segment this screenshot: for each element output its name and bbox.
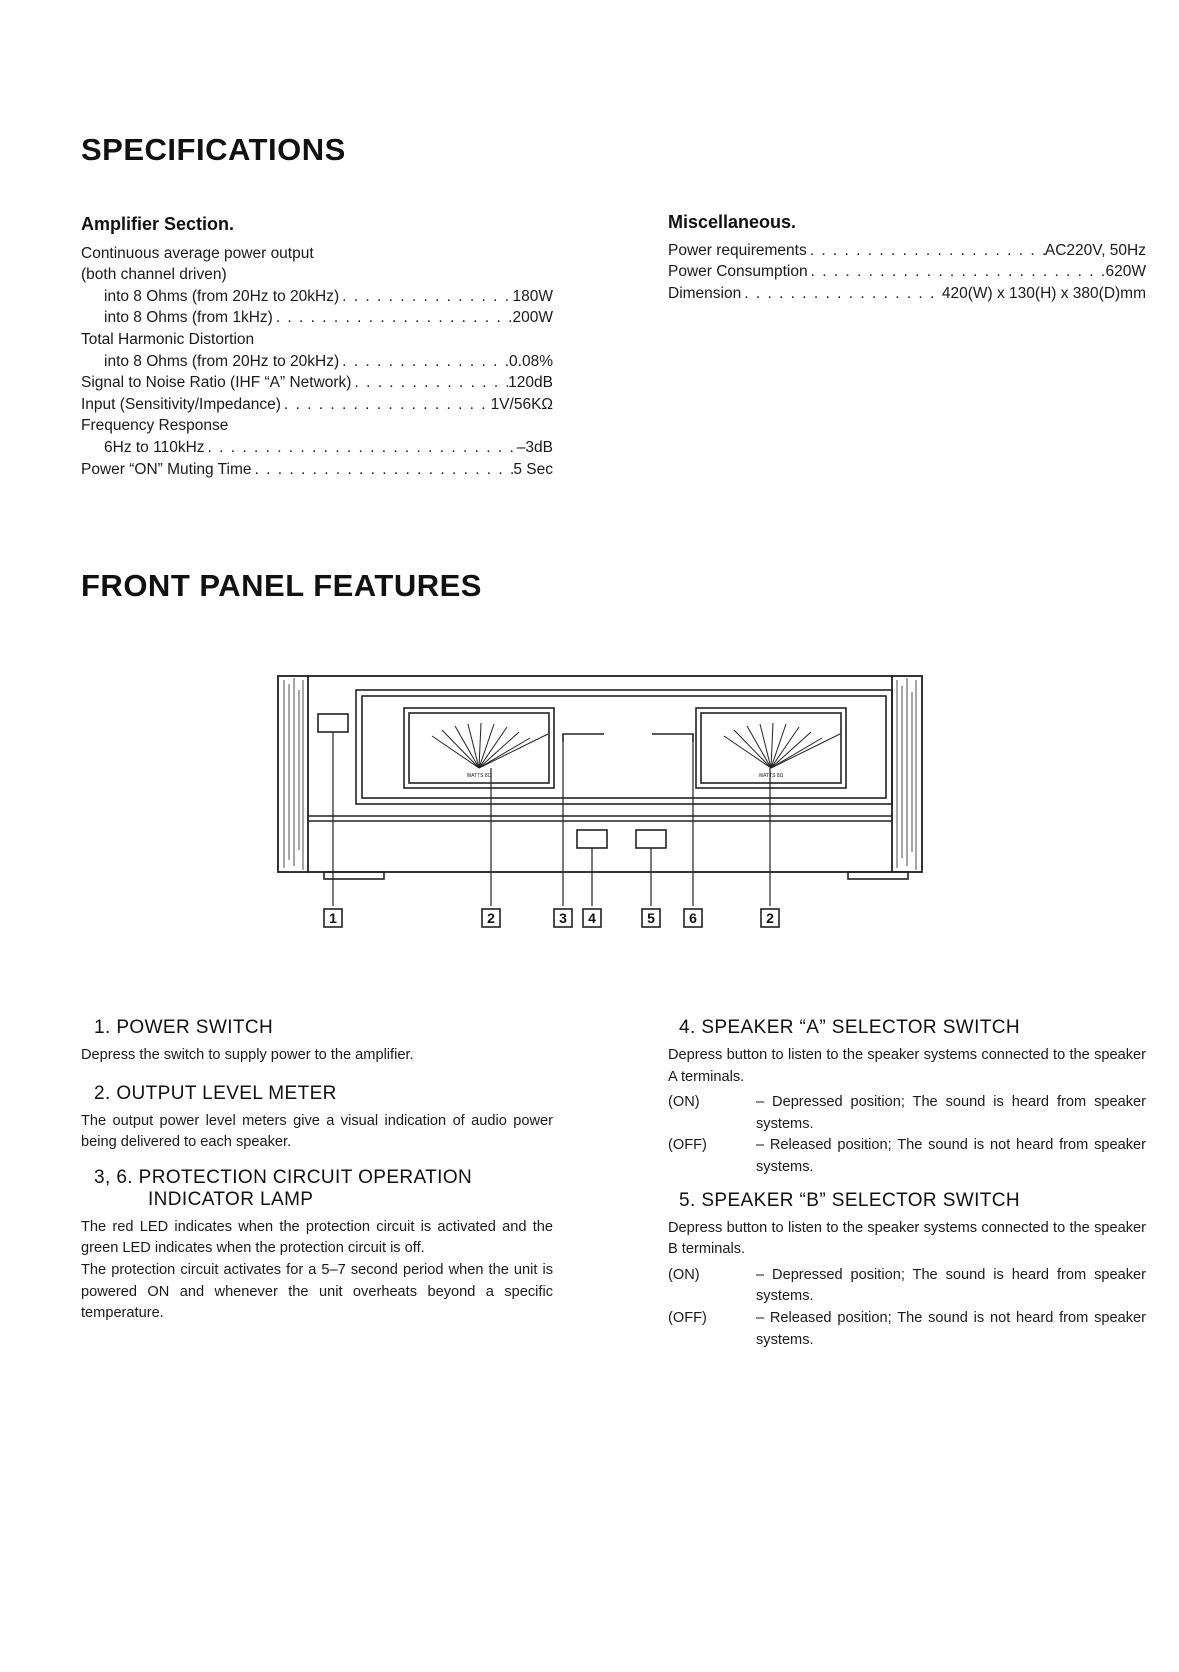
- spec-line: (both channel driven): [81, 266, 227, 284]
- front-panel-title: FRONT PANEL FEATURES: [81, 568, 482, 603]
- feature-3-heading-line2: INDICATOR LAMP: [148, 1188, 314, 1210]
- features-left-column: [81, 1017, 553, 1325]
- spec-row: into 8 Ohms (from 1kHz) . . . 200W: [81, 307, 553, 329]
- feature-4-off: (OFF) – Released position; The sound is not heard from speaker systems.: [668, 1137, 1146, 1175]
- speaker-a-button-shape: [577, 830, 607, 848]
- feature-1-heading: 1. POWER SWITCH: [94, 1017, 274, 1038]
- feature-3-heading-line1: 3, 6. PROTECTION CIRCUIT OPERATION: [94, 1166, 473, 1188]
- callout-3: 3: [559, 910, 567, 926]
- right-foot: [848, 872, 908, 879]
- left-meter-label: WATTS 8Ω: [466, 773, 492, 779]
- spec-row: into 8 Ohms (from 20Hz to 20kHz) . . . 0.08%: [81, 351, 553, 373]
- speaker-b-button-shape: [636, 830, 666, 848]
- feature-4-heading: 4. SPEAKER “A” SELECTOR SWITCH: [679, 1017, 1021, 1038]
- right-meter-label: WATTS 8Ω: [758, 773, 784, 779]
- spec-line: Continuous average power output: [81, 244, 314, 262]
- feature-2-text: The output power level meters give a visual indication of audio power being delivered to each speaker.: [81, 1112, 553, 1151]
- front-panel-diagram: [0, 660, 1179, 940]
- miscellaneous-section: [668, 212, 1146, 304]
- power-switch-shape: [318, 714, 348, 732]
- callout-4: 4: [588, 910, 596, 926]
- spec-row: into 8 Ohms (from 20Hz to 20kHz) . . . 180W: [81, 286, 553, 308]
- feature-5-off: (OFF) – Released position; The sound is not heard from speaker systems.: [668, 1309, 1146, 1348]
- spec-line: Total Harmonic Distortion: [81, 330, 255, 348]
- spec-row: Input (Sensitivity/Impedance) . . . 1V/56KΩ: [81, 394, 553, 416]
- callout-5: 5: [647, 910, 655, 926]
- amplifier-heading: Amplifier Section.: [81, 214, 235, 234]
- feature-5-on: (ON) – Depressed position; The sound is heard from speaker systems.: [668, 1266, 1146, 1305]
- feature-3-text-2: The protection circuit activates for a 5–7 second period when the unit is powered ON and whenever the unit overheats beyond a specific temperature.: [81, 1261, 553, 1322]
- chassis-outline: [278, 676, 922, 872]
- feature-5-heading: 5. SPEAKER “B” SELECTOR SWITCH: [679, 1189, 1021, 1211]
- callout-2-right: 2: [766, 910, 774, 926]
- feature-5-text: Depress button to listen to the speaker systems connected to the speaker B terminals.: [668, 1219, 1146, 1258]
- feature-3-text-1: The red LED indicates when the protection circuit is activated and the green LED indicates when the protection circuit is off.: [81, 1218, 553, 1257]
- feature-1-text: Depress the switch to supply power to the amplifier.: [81, 1047, 414, 1063]
- left-wood-panel: [278, 676, 308, 872]
- spec-row: Power “ON” Muting Time . . . 5 Sec: [81, 459, 553, 481]
- callout-2: 2: [487, 910, 495, 926]
- spec-row: Power requirements . . . AC220V, 50Hz: [668, 240, 1146, 262]
- spec-row: 6Hz to 110kHz . . . –3dB: [81, 437, 553, 459]
- feature-4-text: Depress button to listen to the speaker systems connected to the speaker A terminals.: [668, 1047, 1146, 1085]
- amplifier-section: [81, 214, 553, 480]
- callout-1: 1: [329, 910, 337, 926]
- spec-row: Signal to Noise Ratio (IHF “A” Network) . . . 120dB: [81, 372, 553, 394]
- specifications-title: SPECIFICATIONS: [81, 132, 346, 167]
- spec-row: Dimension . . . 420(W) x 130(H) x 380(D)mm: [668, 283, 1146, 305]
- spec-row: Power Consumption . . . 620W: [668, 261, 1146, 283]
- spec-line: Frequency Response: [81, 417, 229, 435]
- feature-4-on: (ON) – Depressed position; The sound is heard from speaker systems.: [668, 1094, 1146, 1132]
- feature-2-heading: 2. OUTPUT LEVEL METER: [94, 1082, 337, 1104]
- features-right-column: [668, 1017, 1146, 1351]
- misc-heading: Miscellaneous.: [668, 212, 797, 232]
- callout-6: 6: [689, 910, 697, 926]
